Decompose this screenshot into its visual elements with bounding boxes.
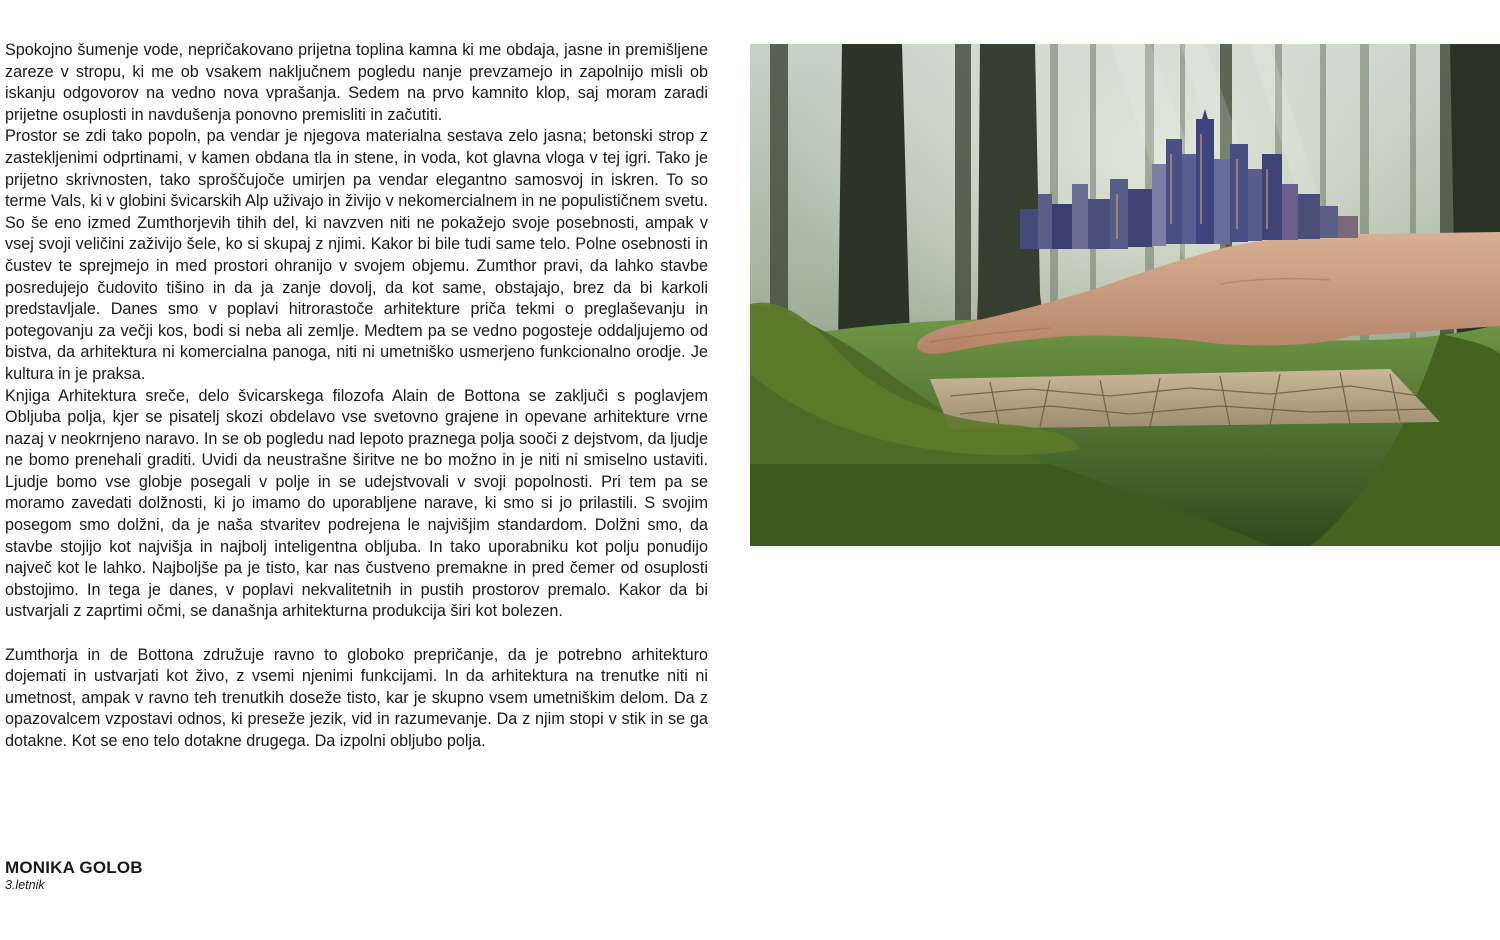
- forest-hand-city-illustration: [750, 44, 1500, 546]
- paragraph-3: Knjiga Arhitektura sreče, delo švicarskega filozofa Alain de Bottona se zaključi s poglavjem Obljuba polja, kjer se pisatelj skozi obdelavo vse svetovno grajene in opevane arhitekture vrne nazaj v neokrnjeno naravo. In se ob pogledu nad lepoto praznega polja sooči z dejstvom, da ljudje ne bomo prenehali graditi. Uvidi da neustrašne širitve ne bo možno in je niti ni smiselno ustaviti. Ljudje bomo vse globje posegali v polje in se udejstvovali v svoji popolnosti. Pri tem pa se moramo zavedati dolžnosti, ki jo imamo do uporabljene narave, ki smo si jo prilastili. S svojim posegom smo dolžni, da je naša stvaritev podrejena le najvišjim standardom. Dolžni smo, da stavbe stojijo kot najvišja in najbolj inteligentna obljuba. In tako uporabniku kot polju ponudijo največ kot le lahko. Najboljše pa je tisto, kar nas čustveno premakne in pred čemer od osuplosti obstojimo. In tega je danes, v poplavi nekvalitetnih in pustih prostorov premalo. Kakor da bi ustvarjali z zaprtimi očmi, se današnja arhitekturna produkcija širi kot bolezen.: [5, 386, 708, 621]
- paragraph-4: Zumthorja in de Bottona združuje ravno to globoko prepričanje, da je potrebno arhitekturo dojemati in ustvarjati kot živo, z vsemi njenimi funkcijami. In da arhitektura na trenutke niti ni umetnost, ampak v ravno teh trenutkih doseže tisto, kar je skupno vsem umetniškim delom. Da z opazovalcem vzpostavi odnos, ki preseže jezik, vid in razumevanje. Da z njim stopi v stik in se ga dotakne. Kot se eno telo dotakne drugega. Da izpolni obljubo polja.: [5, 645, 708, 750]
- paragraph-1: Spokojno šumenje vode, nepričakovano prijetna toplina kamna ki me obdaja, jasne in premišljene zareze v stropu, ki me ob vsakem naključnem pogledu nanje prevzamejo in zapolnijo misli ob iskanju odgovorov na vedno nova vprašanja. Sedem na prvo kamnito klop, saj moram zaradi prijetne osuplosti in navdušenja ponovno premisliti in začutiti.: [5, 41, 708, 124]
- forest-hand-city-icon: [750, 44, 1500, 546]
- author-block: [5, 857, 405, 893]
- author-year: 3.letnik: [5, 878, 45, 892]
- author-name: MONIKA GOLOB: [5, 858, 143, 877]
- paragraph-2: Prostor se zdi tako popoln, pa vendar je njegova materialna sestava zelo jasna; betonski strop z zastekljenimi odprtinami, v kamen obdana tla in stene, in voda, kot glavna vloga v tej igri. Tako je prijetno skrivnosten, tako sproščujoče umirjen pa vendar elegantno samosvoj in iskren. To so terme Vals, ki v globini švicarskih Alp uživajo in živijo v nekomercialnem in ne populističnem svetu. So še eno izmed Zumthorjevih tihih del, ki navzven niti ne pokažejo svoje posebnosti, ampak v vsej svoji veličini zaživijo šele, ko si skupaj z njimi. Kakor bi bile tudi same telo. Polne osebnosti in čustev te sprejmejo in med prostori ohranijo v svojem objemu. Zumthor pravi, da lahko stavbe posredujejo čudovito tišino in da ja zanje dovolj, da kot same, obstajajo, brez da bi karkoli predstavljale. Danes smo v poplavi hitrorastoče arhitekture priča tekmi o preglaševanju in potegovanju za večji kos, bodi si neba ali zemlje. Medtem pa se vedno pogosteje oddaljujemo od bistva, da arhitektura ni komercialna panoga, niti ni umetniško usmerjeno funkcionalno orodje. Je kultura in je praksa.: [5, 127, 708, 383]
- article-body: [5, 40, 708, 753]
